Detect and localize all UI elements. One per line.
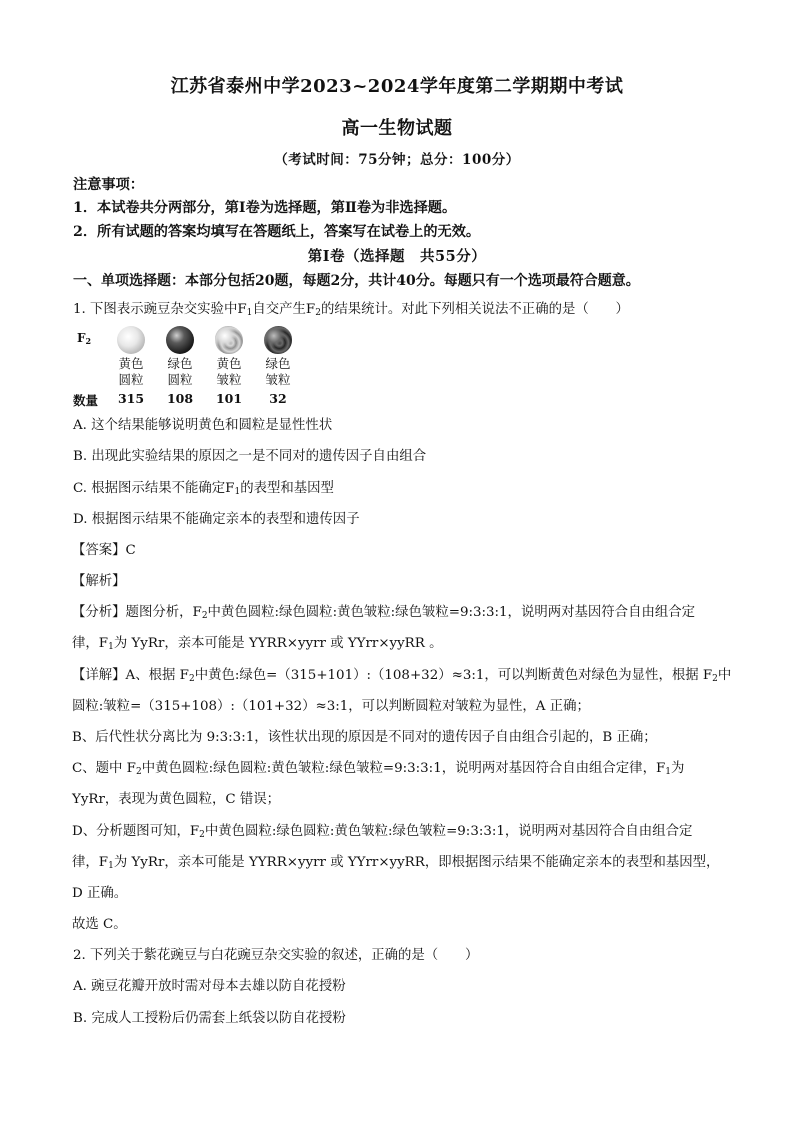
- q1-detail-line-4: C、题中 $F_2$中黄色圆粒:绿色圆粒:黄色皱粒:绿色皱粒=9:3:3:1，说明两对基因符合自由组合定律，$F_1$为: [72, 761, 685, 777]
- notice-heading: 注意事项：: [73, 177, 144, 193]
- exam-subtitle: 高一生物试题: [341, 118, 453, 139]
- q1-detail-line-6: D、分析题图可知，$F_2$中黄色圆粒:绿色圆粒:黄色皱粒:绿色皱粒=9:3:3:1，说明两对基因符合自由组合定: [72, 824, 693, 840]
- q1-detail-line-1: 【详解】A、根据 $F_2$中黄色:绿色=（315+101）:（108+32）≈3:1，可以判断黄色对绿色为显性，根据 $F_2$中: [72, 668, 732, 684]
- notice-item-2: 2．所有试题的答案均填写在答题纸上，答案写在试卷上的无效。: [73, 224, 481, 240]
- yellow-round-pea-icon: [117, 326, 145, 354]
- q2-option-b: B. 完成人工授粉后仍需套上纸袋以防自花授粉: [73, 1011, 346, 1026]
- q1-detail-line-3: B、后代性状分离比为 9:3:3:1，该性状出现的原因是不同对的遗传因子自由组合引起的，B 正确；: [72, 730, 657, 745]
- q2-stem: 2. 下列关于紫花豌豆与白花豌豆杂交实验的叙述，正确的是（ ）: [73, 948, 479, 963]
- q1-fenxi-line-1: 【分析】题图分析，$F_2$中黄色圆粒:绿色圆粒:黄色皱粒:绿色皱粒=9:3:3:1，说明两对基因符合自由组合定: [72, 605, 696, 621]
- q1-detail-line-7: 律，$F_1$为 YyRr，亲本可能是 YYRR×yyrr 或 YYrr×yyRR，即根据图示结果不能确定亲本的表型和基因型，: [72, 855, 720, 871]
- yellow-wrinkled-pea-icon: [215, 326, 243, 354]
- pea-label-1: 黄色 圆粒: [118, 356, 144, 387]
- q1-option-b: B. 出现此实验结果的原因之一是不同对的遗传因子自由组合: [73, 449, 427, 464]
- q1-option-d: D. 根据图示结果不能确定亲本的表型和遗传因子: [73, 512, 360, 527]
- q1-option-c: C. 根据图示结果不能确定$F_1$的表型和基因型: [73, 481, 334, 497]
- f2-label: $F_2$: [77, 331, 92, 346]
- pea-count-1: 315: [117, 391, 145, 406]
- q1-detail-line-8: D 正确。: [72, 886, 128, 901]
- q1-detail-line-2: 圆粒:皱粒=（315+108）:（101+32）≈3:1，可以判断圆粒对皱粒为显性，A 正确；: [72, 699, 590, 714]
- pea-figure: [73, 322, 333, 408]
- pea-count-3: 101: [215, 391, 243, 406]
- q1-stem: 1. 下图表示豌豆杂交实验中$F_1$自交产生$F_2$的结果统计。对此下列相关说法不正确的是（ ）: [73, 302, 629, 318]
- green-wrinkled-pea-icon: [264, 326, 292, 354]
- section-title: 第Ⅰ卷（选择题 共55分）: [307, 248, 487, 265]
- pea-count-2: 108: [166, 391, 194, 406]
- green-round-pea-icon: [166, 326, 194, 354]
- pea-label-4: 绿色 皱粒: [265, 356, 291, 387]
- q2-option-a: A. 豌豆花瓣开放时需对母本去雄以防自花授粉: [73, 979, 346, 994]
- pea-label-2: 绿色 圆粒: [167, 356, 193, 387]
- q1-option-a: A. 这个结果能够说明黄色和圆粒是显性性状: [73, 418, 333, 433]
- q1-answer: 【答案】C: [72, 543, 136, 558]
- q1-fenxi-line-2: 律，$F_1$为 YyRr，亲本可能是 YYRR×yyrr 或 YYrr×yyRR 。: [72, 636, 443, 652]
- count-label: 数量: [73, 393, 99, 408]
- q1-analysis-tag: 【解析】: [72, 574, 126, 589]
- exam-title: 江苏省泰州中学2023~2024学年度第二学期期中考试: [170, 76, 624, 97]
- pea-count-4: 32: [269, 391, 287, 406]
- q1-conclusion: 故选 C。: [72, 917, 127, 932]
- notice-item-1: 1．本试卷共分两部分，第Ⅰ卷为选择题，第Ⅱ卷为非选择题。: [73, 200, 457, 216]
- pea-label-3: 黄色 皱粒: [216, 356, 242, 387]
- exam-info: （考试时间：75分钟；总分：100分）: [274, 152, 520, 168]
- part-one-heading: 一、单项选择题：本部分包括20题，每题2分，共计40分。每题只有一个选项最符合题意。: [73, 273, 640, 289]
- q1-detail-line-5: YyRr，表现为黄色圆粒，C 错误；: [72, 792, 281, 807]
